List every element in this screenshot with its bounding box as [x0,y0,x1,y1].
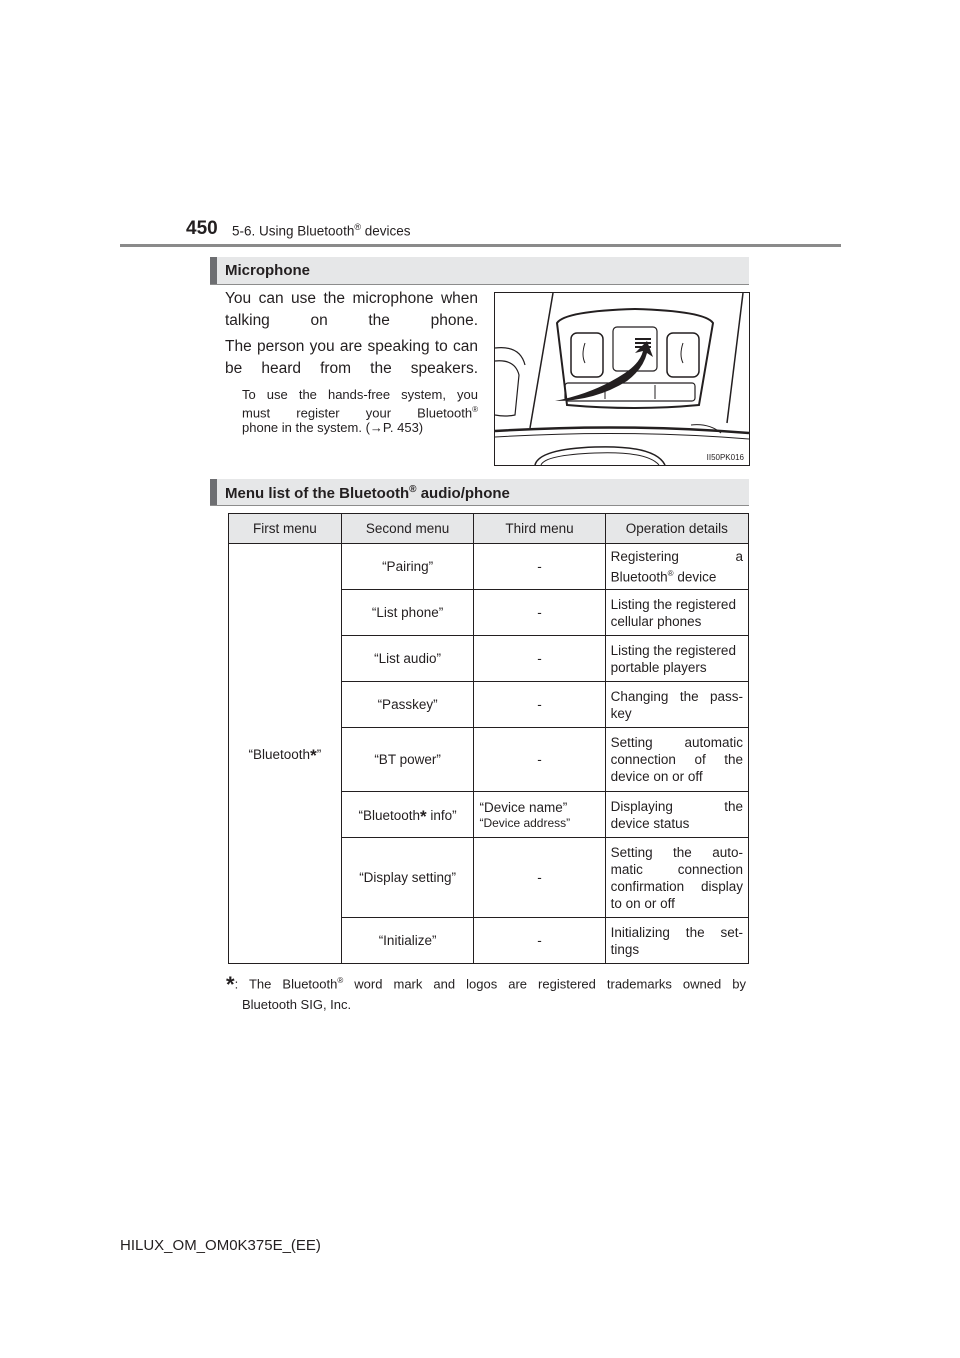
table-row: “Bluetooth* info” “Device name” “Device address” Displaying the device status [229,792,749,838]
illustration-code: II50PK016 [706,453,744,462]
table-row: “List audio” - Listing the registered portable players [229,636,749,682]
microphone-paragraph-1: You can use the microphone when talking on the phone. [225,290,478,329]
table-row: “Display setting” - Setting the auto- matic connection confirmation display to on or off [229,838,749,918]
section-title: 5-6. Using Bluetooth® devices [232,222,411,239]
header-rule [120,244,841,247]
microphone-heading: Microphone [210,257,749,285]
microphone-paragraph-2: The person you are speaking to can be heard from the speakers. [225,338,478,377]
table-row: “Bluetooth*” “Pairing” - Registering a Bluetooth® device [229,544,749,590]
table-header-row [229,514,749,544]
menu-list-heading: Menu list of the Bluetooth® audio/phone [210,479,749,506]
first-menu-cell: “Bluetooth*” [229,544,342,964]
column-header: First menu [229,514,342,544]
column-header: Third menu [474,514,605,544]
page-number: 450 [186,218,218,239]
microphone-illustration [494,292,750,466]
table-row: “BT power” - Setting automatic connection of the device on or off [229,728,749,792]
trademark-footnote: *: The Bluetooth® word mark and logos are registered trademarks owned by Bluetooth SIG, Inc. [226,972,747,1013]
document-id: HILUX_OM_OM0K375E_(EE) [120,1237,321,1254]
table-row: “List phone” - Listing the registered cellular phones [229,590,749,636]
column-header: Operation details [605,514,748,544]
table-row: “Initialize” - Initializing the set- tings [229,918,749,964]
table-row: “Passkey” - Changing the pass- key [229,682,749,728]
registration-note: To use the hands-free system, you must register your Bluetooth® phone in the system. (→P. 453) [242,387,478,436]
column-header: Second menu [341,514,474,544]
menu-table [228,513,749,964]
